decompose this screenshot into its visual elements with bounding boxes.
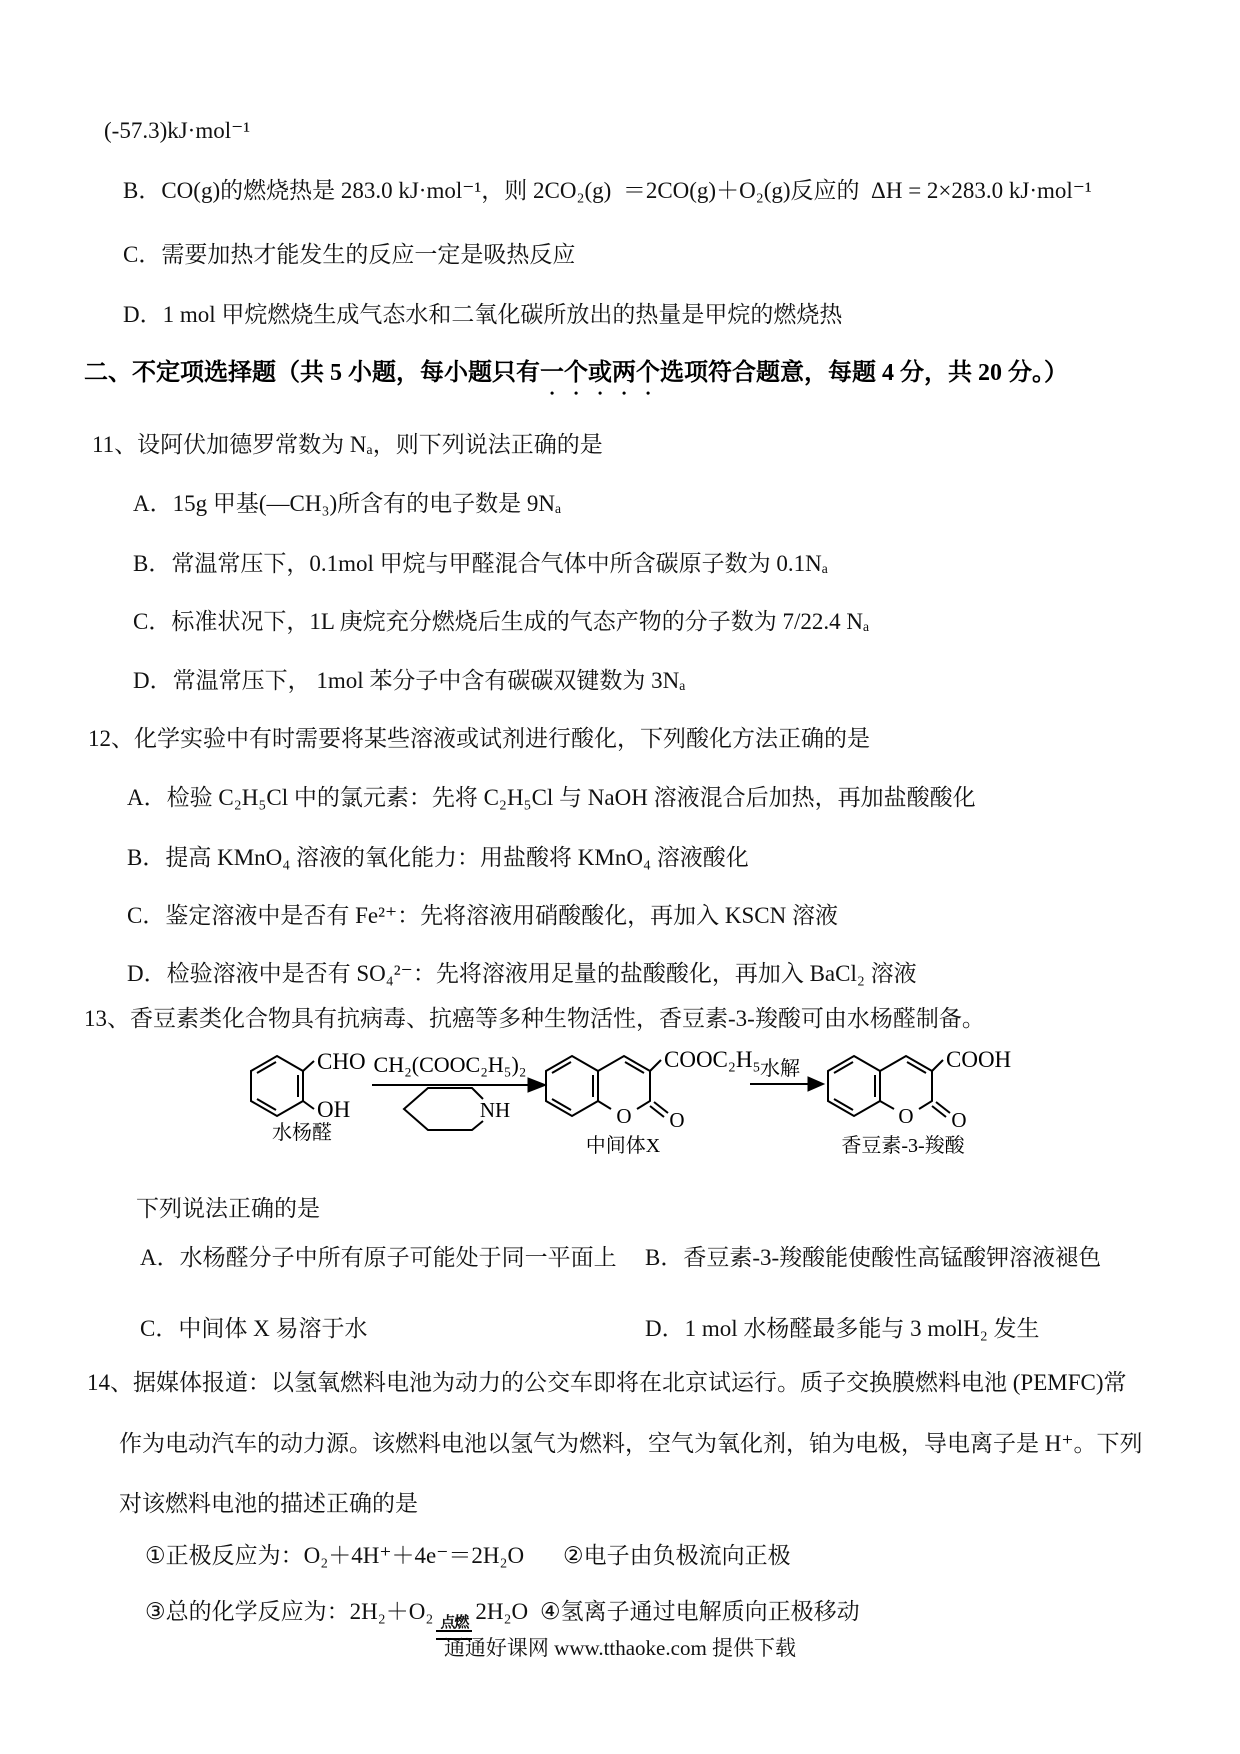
section2-heading xyxy=(84,358,1068,400)
q14-item-4: ④氢离子通过电解质向正极移动 xyxy=(540,1599,860,1624)
q14-stem-line1: 14、据媒体报道：以氢氧燃料电池为动力的公交车即将在北京试运行。质子交换膜燃料电池 (PEMFC)常 xyxy=(87,1370,1127,1395)
q13-option-d: D．1 mol 水杨醛最多能与 3 molH₂ 发生 xyxy=(645,1316,1040,1341)
q10-leftover-line: (-57.3)kJ·mol⁻¹ xyxy=(104,118,251,143)
q13-prompt: 下列说法正确的是 xyxy=(136,1196,320,1221)
q10-option-d: D．1 mol 甲烷燃烧生成气态水和二氧化碳所放出的热量是甲烷的燃烧热 xyxy=(123,302,843,327)
q14-stem-line2: 作为电动汽车的动力源。该燃料电池以氢气为燃料，空气为氧化剂，铂为电极，导电离子是 H⁺。下列 xyxy=(119,1431,1143,1456)
q11-option-b: B．常温常压下，0.1mol 甲烷与甲醛混合气体中所含碳原子数为 0.1Nₐ xyxy=(133,551,829,576)
q11-stem: 11、设阿伏加德罗常数为 Nₐ，则下列说法正确的是 xyxy=(92,432,603,457)
intermediate-name: 中间体X xyxy=(585,1135,661,1157)
reaction-scheme-diagram xyxy=(150,1035,1110,1205)
cho-group-label: CHO xyxy=(317,1049,366,1074)
q14-item-1: ①正极反应为：O₂＋4H⁺＋4e⁻＝2H₂O xyxy=(145,1543,525,1568)
q12-option-d: D．检验溶液中是否有 SO₄²⁻：先将溶液用足量的盐酸酸化，再加入 BaCl₂ 溶液 xyxy=(127,961,917,986)
molecule-intermediate-x xyxy=(546,1047,761,1157)
salicylaldehyde-name: 水杨醛 xyxy=(272,1122,332,1144)
q11-option-d: D．常温常压下， 1mol 苯分子中含有碳碳双键数为 3Nₐ xyxy=(133,668,686,693)
ring-oxygen-label: O xyxy=(616,1104,632,1128)
reaction-arrow-1-icon xyxy=(372,1052,546,1092)
section2-heading-emphasized: 一个或两个 xyxy=(540,360,660,386)
nh-atom-label: NH xyxy=(479,1098,511,1122)
carbonyl-oxygen-label: O xyxy=(951,1108,967,1132)
q12-option-b: B．提高 KMnO₄ 溶液的氧化能力：用盐酸将 KMnO₄ 溶液酸化 xyxy=(127,845,749,870)
molecule-coumarin-3-carboxylic-acid xyxy=(828,1047,1011,1157)
molecule-salicylaldehyde xyxy=(251,1049,366,1144)
molecule-piperidine-catalyst xyxy=(404,1088,510,1130)
q11-option-a: A．15g 甲基(—CH₃)所含有的电子数是 9Nₐ xyxy=(133,491,562,516)
arrow1-reagent-label: CH₂(COOC₂H₅)₂ xyxy=(373,1052,527,1077)
q11-option-c: C．标准状况下，1L 庚烷充分燃烧后生成的气态产物的分子数为 7/22.4 Nₐ xyxy=(133,609,870,634)
acid-group-label: COOH xyxy=(946,1047,1012,1072)
section2-heading-post: 选项符合题意，每题 4 分，共 20 分。） xyxy=(660,360,1068,386)
ester-group-label: COOC₂H₅ xyxy=(664,1047,761,1072)
q14-stem-line3: 对该燃料电池的描述正确的是 xyxy=(119,1491,418,1516)
carbonyl-oxygen-label: O xyxy=(669,1108,685,1132)
ignition-condition-text: 点燃 xyxy=(440,1615,469,1631)
footer-watermark: 通通好课网 www.tthaoke.com 提供下载 xyxy=(443,1636,797,1660)
section2-heading-pre: 二、不定项选择题（共 5 小题，每小题只有 xyxy=(84,360,540,386)
product-name: 香豆素-3-羧酸 xyxy=(841,1135,965,1157)
ring-oxygen-label: O xyxy=(898,1104,914,1128)
hydrolysis-label: 水解 xyxy=(760,1058,800,1080)
q10-option-c: C．需要加热才能发生的反应一定是吸热反应 xyxy=(123,242,576,267)
oh-group-label: OH xyxy=(317,1097,351,1122)
q13-stem: 13、香豆素类化合物具有抗病毒、抗癌等多种生物活性，香豆素-3-羧酸可由水杨醛制备。 xyxy=(84,1006,985,1031)
q12-stem: 12、化学实验中有时需要将某些溶液或试剂进行酸化，下列酸化方法正确的是 xyxy=(88,726,870,751)
q12-option-a: A．检验 C₂H₅Cl 中的氯元素：先将 C₂H₅Cl 与 NaOH 溶液混合后加热，再加盐酸酸化 xyxy=(127,785,976,810)
q12-option-c: C．鉴定溶液中是否有 Fe²⁺：先将溶液用硝酸酸化，再加入 KSCN 溶液 xyxy=(127,903,838,928)
q14-item3-pre: ③总的化学反应为：2H₂＋O₂ xyxy=(145,1599,434,1624)
q14-item-2: ②电子由负极流向正极 xyxy=(563,1543,791,1568)
q13-option-c: C．中间体 X 易溶于水 xyxy=(140,1316,368,1341)
q13-option-a: A．水杨醛分子中所有原子可能处于同一平面上 xyxy=(140,1245,617,1270)
q10-option-b: B．CO(g)的燃烧热是 283.0 kJ·mol⁻¹，则 2CO₂(g) ＝2CO(g)＋O₂(g)反应的 ΔH = 2×283.0 kJ·mol⁻¹ xyxy=(123,178,1092,203)
q13-option-b: B．香豆素-3-羧酸能使酸性高锰酸钾溶液褪色 xyxy=(645,1245,1102,1270)
reaction-arrow-2-icon xyxy=(750,1057,824,1091)
q14-item3-post: 2H₂O xyxy=(475,1599,529,1624)
